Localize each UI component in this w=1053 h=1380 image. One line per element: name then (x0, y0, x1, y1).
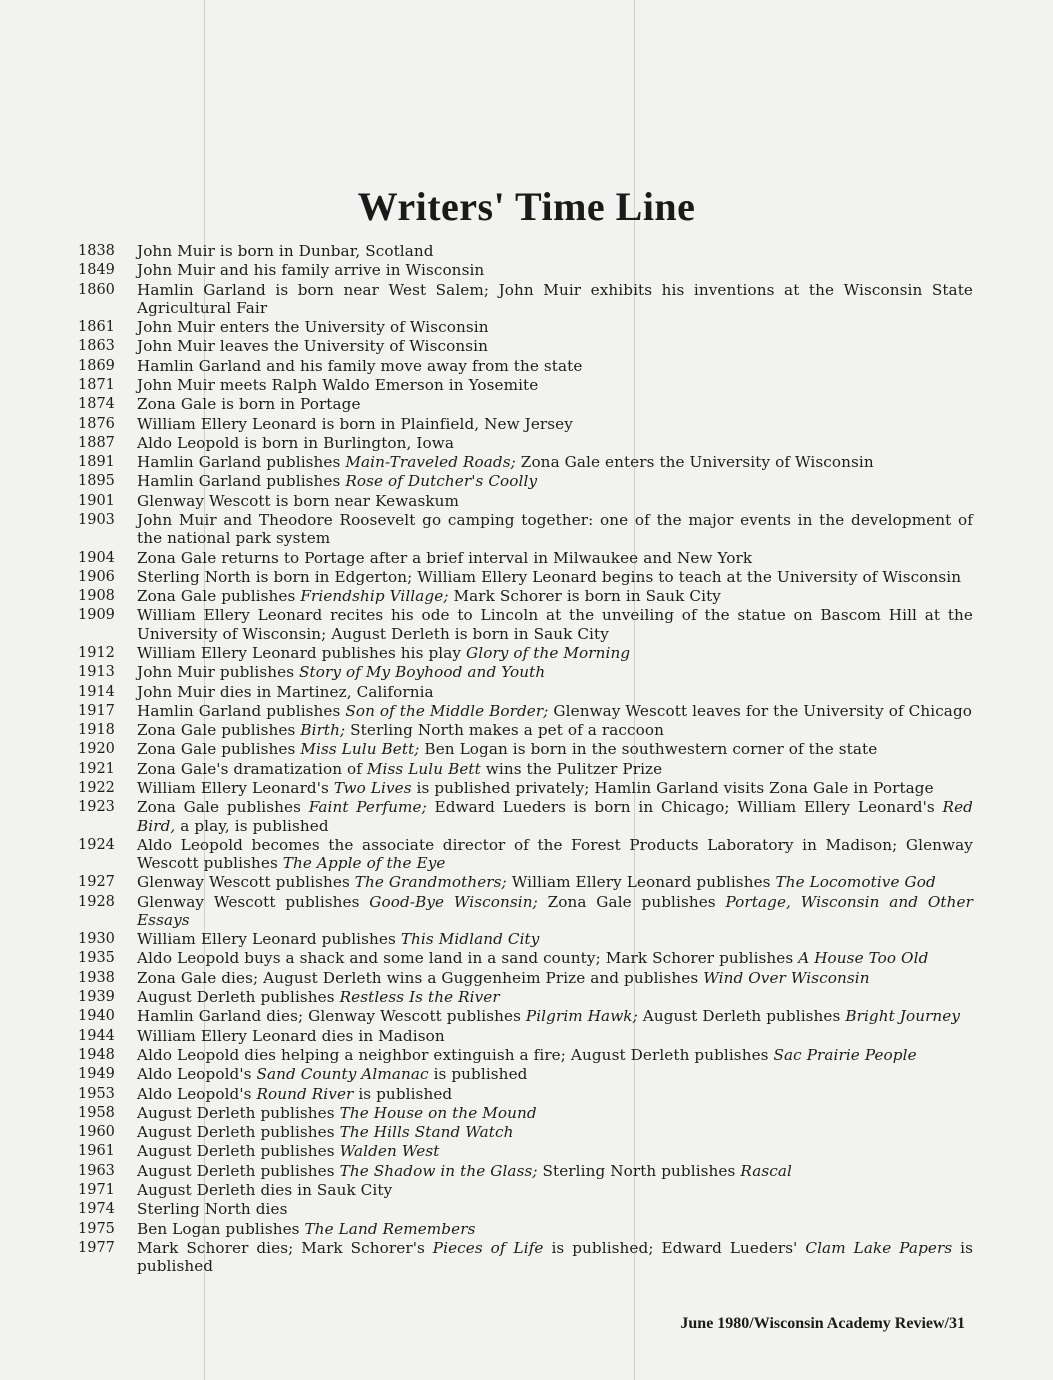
entry-text (137, 1220, 973, 1238)
entry-year: 1930 (78, 931, 115, 948)
book-title: Rose of Dutcher's Coolly (345, 472, 538, 491)
entry-year: 1908 (78, 588, 115, 605)
entry-year: 1938 (78, 969, 115, 986)
entry-year: 1935 (78, 950, 115, 967)
timeline-entry (78, 511, 973, 547)
timeline-entry (78, 1162, 973, 1180)
entry-text-segment: Zona Gale is born in Portage (137, 395, 361, 414)
timeline-entry (78, 492, 973, 510)
entry-year: 1958 (78, 1104, 115, 1121)
timeline-entry (78, 893, 973, 929)
timeline-entry (78, 1046, 973, 1064)
book-title: Two Lives (333, 779, 412, 798)
book-title: Bright Journey (845, 1007, 961, 1026)
entry-text-segment: August Derleth publishes (137, 1161, 340, 1180)
entry-text (137, 261, 973, 279)
timeline-entry (78, 415, 973, 433)
entry-year: 1914 (78, 683, 115, 700)
timeline-entry (78, 242, 973, 260)
entry-text (137, 281, 973, 317)
entry-year: 1869 (78, 357, 115, 374)
timeline-entry (78, 930, 973, 948)
timeline-entry (78, 472, 973, 490)
entry-text (137, 779, 973, 797)
timeline-entry (78, 281, 973, 317)
entry-text (137, 472, 973, 490)
timeline-entry (78, 1220, 973, 1238)
entry-year: 1922 (78, 780, 115, 797)
timeline-entry (78, 549, 973, 567)
entry-text (137, 337, 973, 355)
entry-year: 1863 (78, 338, 115, 355)
entry-text-segment: Mark Schorer is born in Sauk City (448, 587, 721, 606)
entry-text-segment: is published; Edward Lueders' (543, 1238, 806, 1257)
entry-text-segment: Glenway Wescott is born near Kewaskum (137, 491, 460, 510)
entry-text (137, 1200, 973, 1218)
entry-text (137, 1065, 973, 1083)
entry-text-segment: Glenway Wescott publishes (137, 892, 370, 911)
entry-text-segment: John Muir and Theodore Roosevelt go camping together: one of the major events in the development of the national park system (137, 511, 973, 548)
entry-text (137, 415, 973, 433)
entry-year: 1923 (78, 799, 115, 816)
entry-text-segment: Aldo Leopold's (137, 1065, 257, 1084)
book-title: Faint Perfume; (308, 798, 427, 817)
entry-text-segment: William Ellery Leonard's (137, 779, 334, 798)
entry-year: 1975 (78, 1220, 115, 1237)
entry-text-segment: Ben Logan is born in the southwestern corner of the state (419, 740, 878, 759)
book-title: Son of the Middle Border; (345, 701, 549, 720)
entry-text-segment: Zona Gale publishes (137, 587, 301, 606)
timeline-entry (78, 376, 973, 394)
entry-text-segment: Zona Gale enters the University of Wisconsin (515, 453, 874, 472)
entry-year: 1949 (78, 1066, 115, 1083)
entry-text-segment: Aldo Leopold becomes the associate director of the Forest Products Laboratory in Madison; Glenway Wescott publishes (137, 835, 973, 873)
entry-year: 1953 (78, 1085, 115, 1102)
timeline-entry (78, 1085, 973, 1103)
entry-year: 1861 (78, 319, 115, 336)
timeline-entry (78, 261, 973, 279)
entry-text (137, 798, 973, 834)
timeline-entry (78, 1027, 973, 1045)
entry-text-segment: Ben Logan publishes (137, 1219, 305, 1238)
entry-text-segment: Hamlin Garland dies; Glenway Wescott publishes (137, 1007, 526, 1026)
entry-year: 1924 (78, 836, 115, 853)
entry-text-segment: wins the Pulitzer Prize (480, 759, 663, 778)
entry-text (137, 969, 973, 987)
book-title: The Shadow in the Glass; (339, 1161, 538, 1180)
timeline-entry (78, 568, 973, 586)
timeline-entry (78, 1123, 973, 1141)
entry-text-segment: Aldo Leopold is born in Burlington, Iowa (137, 433, 454, 452)
entry-text-segment: Sterling North makes a pet of a raccoon (345, 721, 664, 740)
entry-year: 1901 (78, 492, 115, 509)
entry-text (137, 949, 973, 967)
entry-text-segment: August Derleth publishes (137, 1142, 340, 1161)
book-title: Red Bird, (137, 798, 973, 835)
timeline-entry (78, 1007, 973, 1025)
entry-text (137, 568, 973, 586)
entry-text (137, 606, 973, 642)
entry-text-segment: Sterling North publishes (537, 1161, 741, 1180)
entry-year: 1895 (78, 473, 115, 490)
entry-year: 1961 (78, 1143, 115, 1160)
book-title: This Midland City (400, 930, 540, 949)
entry-text (137, 1162, 973, 1180)
entry-text (137, 1123, 973, 1141)
timeline-entry (78, 663, 973, 681)
entry-text (137, 663, 973, 681)
entry-year: 1963 (78, 1162, 115, 1179)
entry-year: 1971 (78, 1181, 115, 1198)
book-title: Rascal (740, 1161, 792, 1180)
entry-text (137, 549, 973, 567)
entry-year: 1860 (78, 281, 115, 298)
entry-text (137, 242, 973, 260)
entry-text (137, 395, 973, 413)
entry-text (137, 1239, 973, 1275)
entry-text-segment: Aldo Leopold buys a shack and some land in a sand county; Mark Schorer publishes (137, 949, 799, 968)
book-title: Portage, Wisconsin and Other Essays (137, 892, 973, 929)
book-title: Pieces of Life (432, 1238, 544, 1257)
entry-text-segment: William Ellery Leonard publishes (137, 930, 401, 949)
timeline-entry (78, 337, 973, 355)
timeline-entry (78, 357, 973, 375)
book-title: Birth; (300, 721, 346, 740)
entry-text-segment: William Ellery Leonard recites his ode to Lincoln at the unveiling of the statue on Bascom Hill at the University of Wisconsin; August Derleth is born in Sauk City (137, 606, 973, 643)
timeline-entry (78, 683, 973, 701)
entry-year: 1927 (78, 874, 115, 891)
entry-text-segment: Glenway Wescott publishes (137, 873, 355, 892)
timeline-list (78, 242, 973, 1276)
entry-text-segment: Zona Gale dies; August Derleth wins a Guggenheim Prize and publishes (137, 968, 704, 987)
timeline-entry (78, 873, 973, 891)
entry-year: 1903 (78, 512, 115, 529)
entry-year: 1838 (78, 243, 115, 259)
timeline-entry (78, 1104, 973, 1122)
timeline-entry (78, 1239, 973, 1275)
entry-text-segment: William Ellery Leonard publishes his play (137, 643, 467, 662)
entry-text (137, 988, 973, 1006)
book-title: Sand County Almanac (256, 1065, 429, 1084)
entry-text (137, 702, 973, 720)
entry-text-segment: is published privately; Hamlin Garland visits Zona Gale in Portage (411, 779, 934, 798)
entry-year: 1921 (78, 760, 115, 777)
book-title: Pilgrim Hawk; (525, 1007, 638, 1026)
entry-year: 1874 (78, 396, 115, 413)
book-title: The Locomotive God (775, 873, 936, 892)
entry-text (137, 740, 973, 758)
entry-text (137, 1027, 973, 1045)
entry-text-segment: Zona Gale publishes (537, 892, 726, 911)
entry-year: 1887 (78, 434, 115, 451)
entry-text (137, 453, 973, 471)
entry-year: 1944 (78, 1027, 115, 1044)
entry-text-segment: August Derleth publishes (137, 1123, 340, 1142)
book-title: Main-Traveled Roads; (345, 453, 516, 472)
entry-text (137, 1007, 973, 1025)
entry-text-segment: Hamlin Garland and his family move away from the state (137, 356, 583, 375)
timeline-entry (78, 969, 973, 987)
entry-text-segment: Glenway Wescott leaves for the University of Chicago (548, 701, 973, 720)
timeline-entry (78, 434, 973, 452)
page-footer: June 1980/Wisconsin Academy Review/31 (680, 1315, 965, 1332)
timeline-entry (78, 644, 973, 662)
book-title: Restless Is the River (339, 988, 500, 1007)
entry-text (137, 836, 973, 872)
entry-text (137, 357, 973, 375)
entry-year: 1974 (78, 1201, 115, 1218)
page-title: Writers' Time Line (357, 184, 696, 229)
entry-text-segment: Zona Gale's dramatization of (137, 759, 367, 778)
entry-text (137, 930, 973, 948)
entry-year: 1876 (78, 415, 115, 432)
entry-text-segment: Sterling North is born in Edgerton; William Ellery Leonard begins to teach at the University of Wisconsin (137, 567, 962, 586)
entry-text (137, 1181, 973, 1199)
entry-text-segment: Zona Gale publishes (137, 740, 301, 759)
timeline-entry (78, 740, 973, 758)
book-title: Good-Bye Wisconsin; (369, 892, 538, 911)
entry-text-segment: William Ellery Leonard is born in Plainfield, New Jersey (137, 414, 573, 433)
entry-text-segment: August Derleth publishes (137, 1103, 340, 1122)
book-title: The House on the Mound (339, 1103, 537, 1122)
entry-year: 1960 (78, 1124, 115, 1141)
entry-year: 1917 (78, 702, 115, 719)
entry-year: 1920 (78, 741, 115, 758)
entry-text-segment: August Derleth publishes (137, 988, 340, 1007)
entry-text-segment: a play, is published (175, 816, 329, 835)
entry-text-segment: is published (353, 1084, 453, 1103)
entry-text (137, 873, 973, 891)
timeline-entry (78, 1065, 973, 1083)
entry-year: 1928 (78, 893, 115, 910)
timeline-entry (78, 721, 973, 739)
entry-year: 1904 (78, 549, 115, 566)
entry-text-segment: is published (428, 1065, 528, 1084)
entry-text (137, 1046, 973, 1064)
entry-year: 1940 (78, 1008, 115, 1025)
book-title: Story of My Boyhood and Youth (299, 663, 546, 682)
timeline-entry (78, 1142, 973, 1160)
entry-text (137, 1142, 973, 1160)
entry-year: 1909 (78, 607, 115, 624)
entry-year: 1939 (78, 989, 115, 1006)
entry-text-segment: Edward Lueders is born in Chicago; William Ellery Leonard's (426, 798, 943, 817)
entry-text (137, 893, 973, 929)
entry-text-segment: John Muir dies in Martinez, California (137, 682, 434, 701)
entry-text (137, 1104, 973, 1122)
entry-text-segment: August Derleth dies in Sauk City (137, 1180, 393, 1199)
timeline-entry (78, 988, 973, 1006)
book-title: The Hills Stand Watch (339, 1123, 514, 1142)
entry-text (137, 760, 973, 778)
timeline-entry (78, 702, 973, 720)
entry-text-segment: August Derleth publishes (637, 1007, 846, 1026)
entry-text-segment: Hamlin Garland publishes (137, 701, 346, 720)
entry-year: 1912 (78, 644, 115, 661)
book-title: A House Too Old (798, 949, 929, 968)
timeline-entry (78, 318, 973, 336)
entry-text-segment: Zona Gale publishes (137, 798, 309, 817)
entry-text-segment: William Ellery Leonard dies in Madison (137, 1026, 445, 1045)
entry-text (137, 644, 973, 662)
entry-text (137, 587, 973, 605)
book-title: Sac Prairie People (773, 1045, 917, 1064)
entry-year: 1871 (78, 376, 115, 393)
timeline-entry (78, 779, 973, 797)
timeline-entry (78, 1200, 973, 1218)
entry-text (137, 721, 973, 739)
timeline-entry (78, 587, 973, 605)
timeline-entry (78, 606, 973, 642)
timeline-entry (78, 760, 973, 778)
entry-text-segment: John Muir publishes (137, 663, 300, 682)
timeline-entry (78, 453, 973, 471)
entry-year: 1849 (78, 262, 115, 279)
book-title: The Land Remembers (304, 1219, 476, 1238)
book-title: Round River (256, 1084, 354, 1103)
timeline-entry (78, 949, 973, 967)
entry-text-segment: is published (137, 1238, 974, 1276)
entry-text (137, 376, 973, 394)
entry-year: 1891 (78, 454, 115, 471)
entry-year: 1918 (78, 722, 115, 739)
entry-text (137, 434, 973, 452)
book-title: Glory of the Morning (466, 643, 631, 662)
book-title: Miss Lulu Bett; (300, 740, 420, 759)
entry-text (137, 492, 973, 510)
entry-year: 1906 (78, 568, 115, 585)
book-title: Wind Over Wisconsin (703, 968, 870, 987)
entry-text-segment: Zona Gale returns to Portage after a brief interval in Milwaukee and New York (137, 548, 753, 567)
book-title: Walden West (339, 1142, 440, 1161)
entry-text-segment: Zona Gale publishes (137, 721, 301, 740)
entry-text-segment: Mark Schorer dies; Mark Schorer's (137, 1238, 433, 1257)
book-title: Clam Lake Papers (805, 1238, 953, 1257)
entry-text-segment: Aldo Leopold's (137, 1084, 257, 1103)
entry-text (137, 1085, 973, 1103)
entry-text-segment: Sterling North dies (137, 1200, 288, 1219)
entry-year: 1948 (78, 1046, 115, 1063)
entry-text (137, 511, 973, 547)
entry-year: 1977 (78, 1239, 115, 1256)
entry-text-segment: John Muir leaves the University of Wisconsin (137, 337, 488, 356)
book-title: Miss Lulu Bett (366, 759, 481, 778)
book-title: The Grandmothers; (354, 873, 507, 892)
entry-text-segment: Aldo Leopold dies helping a neighbor extinguish a fire; August Derleth publishes (137, 1045, 774, 1064)
entry-text-segment: John Muir meets Ralph Waldo Emerson in Yosemite (137, 375, 539, 394)
entry-text-segment: Hamlin Garland is born near West Salem; John Muir exhibits his inventions at the Wisconsin State Agricultural Fair (137, 280, 973, 317)
entry-text (137, 683, 973, 701)
entry-text-segment: Hamlin Garland publishes (137, 472, 346, 491)
book-title: Friendship Village; (300, 587, 449, 606)
entry-text-segment: William Ellery Leonard publishes (506, 873, 776, 892)
timeline-entry (78, 1181, 973, 1199)
entry-text-segment: John Muir is born in Dunbar, Scotland (137, 242, 434, 260)
entry-text-segment: Hamlin Garland publishes (137, 453, 346, 472)
timeline-entry (78, 798, 973, 834)
timeline-entry (78, 836, 973, 872)
book-title: The Apple of the Eye (282, 854, 446, 873)
entry-year: 1913 (78, 664, 115, 681)
entry-text-segment: John Muir enters the University of Wisconsin (137, 318, 489, 337)
entry-text (137, 318, 973, 336)
timeline-entry (78, 395, 973, 413)
entry-text-segment: John Muir and his family arrive in Wisconsin (137, 261, 485, 280)
